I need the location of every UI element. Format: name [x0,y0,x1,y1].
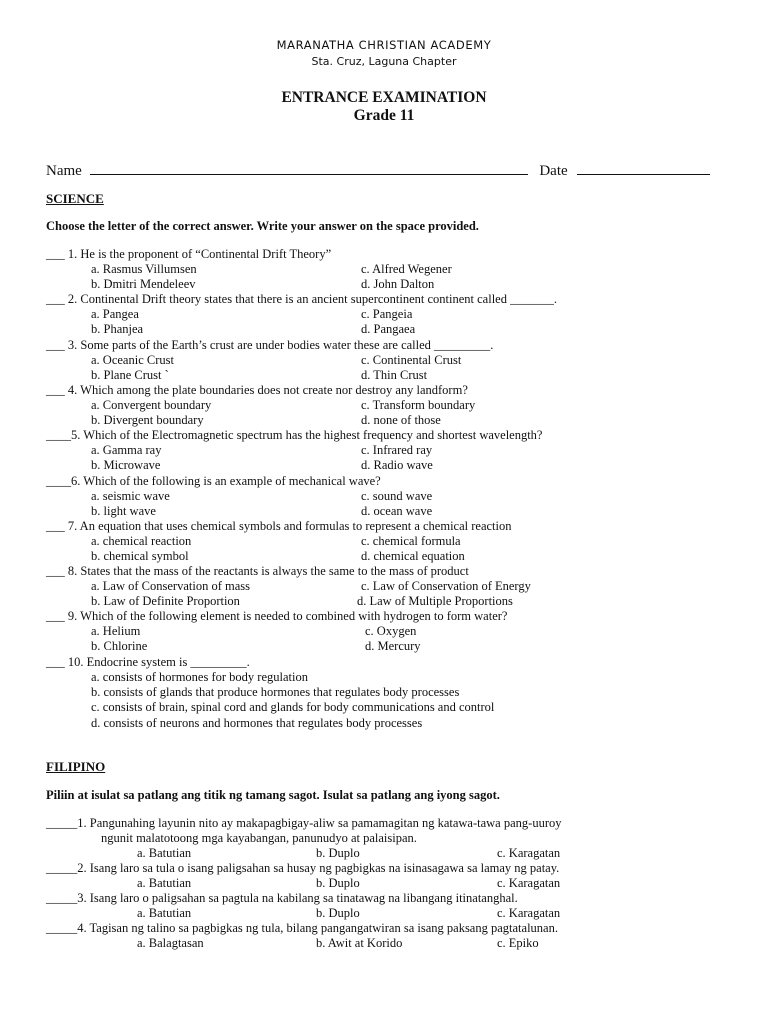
q7-option-a: a. chemical reaction [91,534,192,548]
question-stem-3: ___ 3. Some parts of the Earth’s crust are under bodies water these are called _________. [46,338,494,352]
date-field[interactable] [577,160,710,175]
q7-option-c: c. chemical formula [361,534,461,548]
q7-option-b: b. chemical symbol [91,549,189,563]
q3-option-a: a. Oceanic Crust [91,353,174,367]
question-stem-2: ___ 2. Continental Drift theory states that there is an ancient supercontinent continent called _______. [46,292,557,306]
question-stem-8: ___ 8. States that the mass of the reactants is always the same to the mass of product [46,564,469,578]
q1-option-a: a. Rasmus Villumsen [91,262,197,276]
question-stem-10: ___ 10. Endocrine system is _________. [46,655,250,669]
q6-option-c: c. sound wave [361,489,433,503]
fil-q3-choice-c: c. Karagatan [497,906,561,920]
q5-option-c: c. Infrared ray [361,443,433,457]
q9-option-b: b. Chlorine [91,639,148,653]
fil-q3-choice-a: a. Batutian [137,906,192,920]
fil-q1-choice-c: c. Karagatan [497,846,561,860]
fil-q4-choice-a: a. Balagtasan [137,936,204,950]
question-stem-7: ___ 7. An equation that uses chemical symbols and formulas to represent a chemical reaction [46,519,512,533]
q2-option-d: d. Pangaea [361,322,416,336]
fil-q2-choice-c: c. Karagatan [497,876,561,890]
q3-option-c: c. Continental Crust [361,353,462,367]
fil-question-2: _____2. Isang laro sa tula o isang paligsahan sa husay ng pagbigkas na isinasagawa sa lamay ng patay. [46,861,560,875]
q3-option-b: b. Plane Crust ` [91,368,169,382]
q8-option-b: b. Law of Definite Proportion [91,594,240,608]
fil-question-1: _____1. Pangunahing layunin nito ay makapagbigay-aliw sa pamamagitan ng katawa-tawa pang-uuroy [46,816,562,830]
q2-option-a: a. Pangea [91,307,139,321]
q1-option-d: d. John Dalton [361,277,435,291]
q8-option-a: a. Law of Conservation of mass [91,579,250,593]
q5-option-a: a. Gamma ray [91,443,162,457]
q9-option-c: c. Oxygen [365,624,417,638]
fil-q3-choice-b: b. Duplo [316,906,360,920]
name-date-row [46,160,716,180]
question-stem-9: ___ 9. Which of the following element is needed to combined with hydrogen to form water? [46,609,508,623]
q4-option-b: b. Divergent boundary [91,413,204,427]
q9-option-a: a. Helium [91,624,141,638]
question-stem-6: ____6. Which of the following is an example of mechanical wave? [46,474,381,488]
question-stem-4: ___ 4. Which among the plate boundaries does not create nor destroy any landform? [46,383,468,397]
q4-option-c: c. Transform boundary [361,398,476,412]
science-instruction: Choose the letter of the correct answer. Write your answer on the space provided. [46,219,479,233]
school-name: MARANATHA CHRISTIAN ACADEMY [276,38,492,52]
fil-q4-choice-c: c. Epiko [497,936,539,950]
q9-option-d: d. Mercury [365,639,421,653]
fil-q2-choice-b: b. Duplo [316,876,360,890]
q8-option-d: d. Law of Multiple Proportions [357,594,513,608]
q5-option-b: b. Microwave [91,458,161,472]
fil-q4-choice-b: b. Awit at Korido [316,936,403,950]
fil-q1-choice-b: b. Duplo [316,846,360,860]
q5-option-d: d. Radio wave [361,458,433,472]
q3-option-d: d. Thin Crust [361,368,428,382]
exam-title: ENTRANCE EXAMINATION [281,89,487,106]
q10-option-a: a. consists of hormones for body regulation [91,670,308,684]
name-label: Name [46,163,82,179]
q1-option-b: b. Dmitri Mendeleev [91,277,196,291]
filipino-instruction: Piliin at isulat sa patlang ang titik ng tamang sagot. Isulat sa patlang ang iyong sagot. [46,788,500,802]
name-field[interactable] [90,160,528,175]
date-label: Date [539,163,568,179]
q10-option-b: b. consists of glands that produce hormones that regulates body processes [91,685,460,699]
exam-grade: Grade 11 [353,107,415,124]
q4-option-a: a. Convergent boundary [91,398,212,412]
question-stem-5: ____5. Which of the Electromagnetic spectrum has the highest frequency and shortest wavelength? [46,428,543,442]
q6-option-d: d. ocean wave [361,504,433,518]
fil-question-3: _____3. Isang laro o paligsahan sa pagtula na kabilang sa tinatawag na libangang itinatanghal. [46,891,518,905]
q4-option-d: d. none of those [361,413,441,427]
filipino-heading: FILIPINO [46,759,106,774]
fil-question-4: _____4. Tagisan ng talino sa pagbigkas ng tula, bilang pangangatwiran sa isang paksang pagtatalunan. [46,921,558,935]
school-chapter: Sta. Cruz, Laguna Chapter [311,55,457,68]
q6-option-a: a. seismic wave [91,489,170,503]
q1-option-c: c. Alfred Wegener [361,262,452,276]
q7-option-d: d. chemical equation [361,549,465,563]
fil-q1-choice-a: a. Batutian [137,846,192,860]
q10-option-c: c. consists of brain, spinal cord and glands for body communications and control [91,700,495,714]
fil-question-1-cont: ngunit malatotoong mga kayabangan, panunudyo at palaisipan. [101,831,417,845]
science-heading: SCIENCE [46,191,104,206]
question-stem-1: ___ 1. He is the proponent of “Continental Drift Theory” [46,247,332,261]
q2-option-b: b. Phanjea [91,322,144,336]
q8-option-c: c. Law of Conservation of Energy [361,579,531,593]
q10-option-d: d. consists of neurons and hormones that regulates body processes [91,716,423,730]
q6-option-b: b. light wave [91,504,156,518]
fil-q2-choice-a: a. Batutian [137,876,192,890]
q2-option-c: c. Pangeia [361,307,413,321]
